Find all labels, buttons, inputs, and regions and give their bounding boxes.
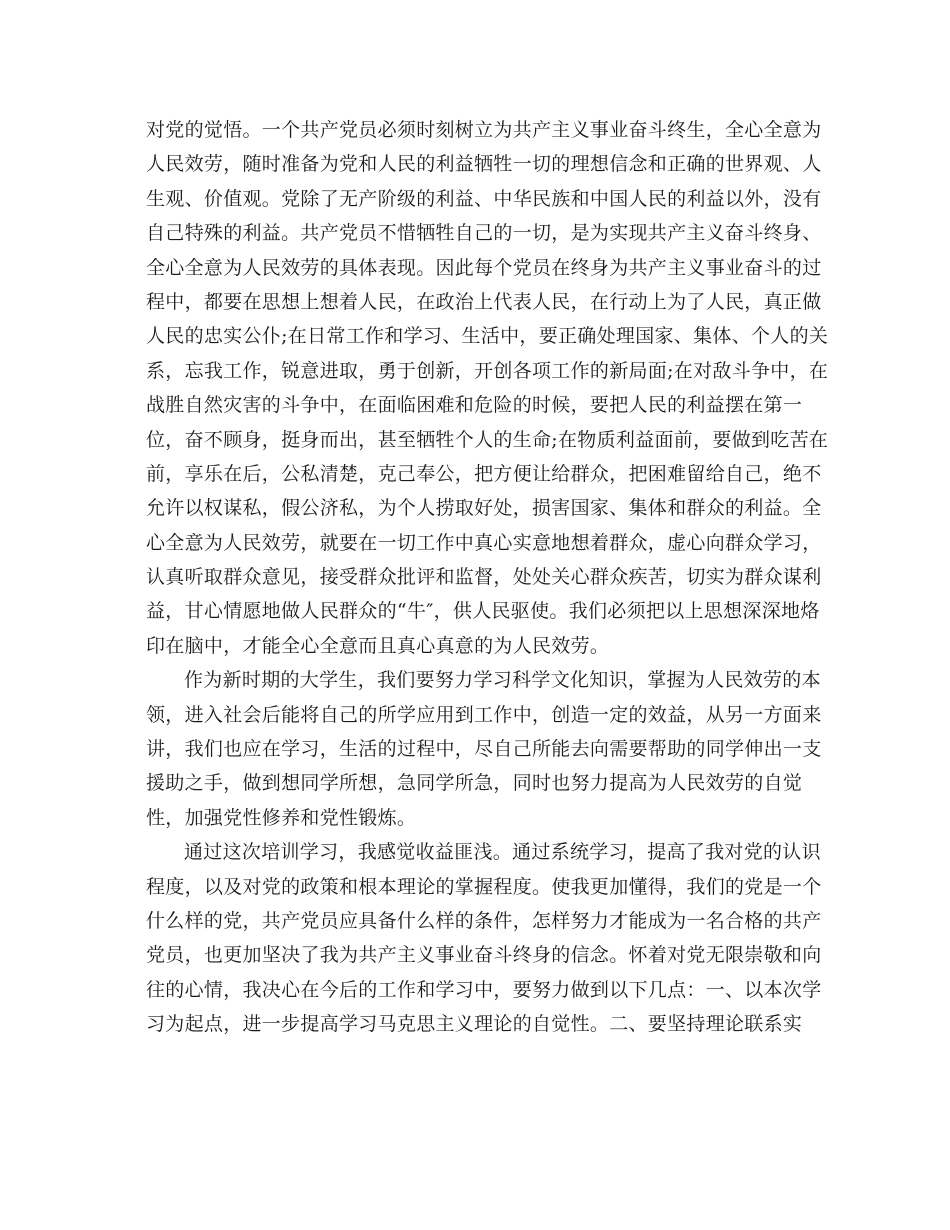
text-line: 位，奋不顾身，挺身而出，甚至牺牲个人的生命;在物质利益面前，要做到吃苦在 (146, 428, 829, 451)
text-line: 允许以权谋私，假公济私，为个人捞取好处，损害国家、集体和群众的利益。全 (146, 497, 822, 520)
text-line: 援助之手，做到想同学所想，急同学所急，同时也努力提高为人民效劳的自觉 (146, 772, 803, 795)
text-line: 人民效劳，随时准备为党和人民的利益牺牲一切的理想信念和正确的世界观、人 (146, 153, 822, 176)
text-line: 系，忘我工作，锐意进取，勇于创新，开创各项工作的新局面;在对敌斗争中，在 (146, 359, 829, 382)
text-line: 全心全意为人民效劳的具体表现。因此每个党员在终身为共产主义事业奋斗的过 (146, 256, 822, 279)
text-line: 心全意为人民效劳，就要在一切工作中真心实意地想着群众，虚心向群众学习， (146, 531, 822, 554)
text-line: 益，甘心情愿地做人民群众的“牛″，供人民驱使。我们必须把以上思想深深地烙 (146, 600, 820, 623)
text-line: 通过这次培训学习，我感觉收益匪浅。通过系统学习，提高了我对党的认识 (184, 841, 821, 864)
text-line: 认真听取群众意见，接受群众批评和监督，处处关心群众疾苦，切实为群众谋利 (146, 566, 822, 589)
text-line: 前，享乐在后，公私清楚，克己奉公，把方便让给群众，把困难留给自己，绝不 (146, 462, 822, 485)
text-line: 印在脑中，才能全心全意而且真心真意的为人民效劳。 (146, 634, 610, 657)
text-line: 什么样的党，共产党员应具备什么样的条件，怎样努力才能成为一名合格的共产 (146, 909, 822, 932)
text-line: 人民的忠实公仆;在日常工作和学习、生活中，要正确处理国家、集体、个人的关 (146, 325, 829, 348)
text-line: 往的心情，我决心在今后的工作和学习中，要努力做到以下几点：一、以本次学 (146, 978, 822, 1001)
paragraph-1 (146, 113, 829, 663)
text-line: 对党的觉悟。一个共产党员必须时刻树立为共产主义事业奋斗终生，全心全意为 (146, 119, 822, 141)
text-line: 领，进入社会后能将自己的所学应用到工作中，创造一定的效益，从另一方面来 (146, 703, 822, 726)
text-line: 生观、价值观。党除了无产阶级的利益、中华民族和中国人民的利益以外，没有 (146, 187, 822, 210)
text-line: 党员，也更加坚决了我为共产主义事业奋斗终身的信念。怀着对党无限崇敬和向 (146, 944, 822, 967)
document-body (146, 113, 829, 1042)
text-line: 战胜自然灾害的斗争中，在面临困难和危险的时候，要把人民的利益摆在第一 (146, 394, 803, 417)
text-line: 作为新时期的大学生，我们要努力学习科学文化知识，掌握为人民效劳的本 (184, 669, 821, 692)
text-line: 程中，都要在思想上想着人民，在政治上代表人民，在行动上为了人民，真正做 (146, 290, 822, 313)
text-line: 程度，以及对党的政策和根本理论的掌握程度。使我更加懂得，我们的党是一个 (146, 875, 822, 898)
text-line: 讲，我们也应在学习，生活的过程中，尽自己所能去向需要帮助的同学伸出一支 (146, 738, 822, 761)
text-line: 习为起点，进一步提高学习马克思主义理论的自觉性。二、要坚持理论联系实 (146, 1013, 803, 1036)
text-line: 自己特殊的利益。共产党员不惜牺牲自己的一切，是为实现共产主义奋斗终身、 (146, 222, 822, 245)
paragraph-3 (146, 835, 822, 1041)
text-line: 性，加强党性修养和党性锻炼。 (146, 806, 417, 829)
paragraph-2 (146, 663, 822, 835)
